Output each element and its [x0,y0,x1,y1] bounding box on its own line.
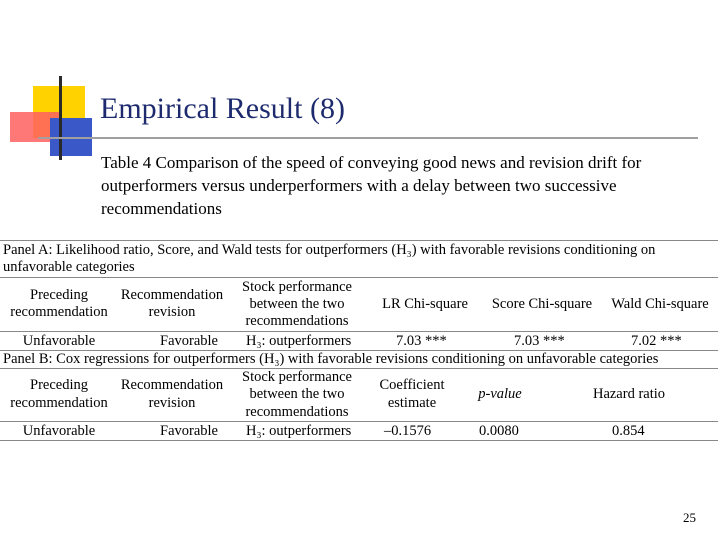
panel-a-title-line2: unfavorable categories [3,259,135,275]
header-revision-2: revision [148,395,196,411]
header-revision: Recommendation [120,287,224,303]
slide-title: Empirical Result (8) [100,92,345,125]
header-revision-2: revision [148,304,196,320]
header-hazard-ratio: Hazard ratio [592,386,666,402]
header-lr-chi-square: LR Chi-square [382,296,468,312]
header-stock-3: recommendations [245,404,349,420]
cell-stock: H₃: outperformers [246,423,352,439]
header-stock-2: between the two [249,386,345,402]
cell-coefficient: –0.1576 [384,423,432,439]
table-caption: Table 4 Comparison of the speed of conveying good news and revision drift for outperformers versus underperformers with a delay between two successive recommendations [101,153,642,218]
cell-stock: H₃: outperformers [246,333,352,349]
header-stock: Stock performance [242,279,352,295]
panel-a-title-line1: Panel A: Likelihood ratio, Score, and Wald tests for outperformers (H₃) with favorable revisions conditioning on [3,242,656,258]
header-stock: Stock performance [242,369,352,385]
cell-preceding: Unfavorable [22,423,96,439]
header-preceding: Preceding [30,287,88,303]
panel-a-title-rule [0,277,718,278]
cell-preceding: Unfavorable [22,333,96,349]
cell-lr-chi-square: 7.03 *** [396,333,447,349]
cell-revision: Favorable [160,423,218,439]
cell-p-value: 0.0080 [479,423,519,439]
header-preceding-2: recommendation [10,395,108,411]
title-underline [38,137,698,139]
header-wald-chi-square: Wald Chi-square [611,296,709,312]
header-stock-3: recommendations [245,313,349,329]
cell-wald-chi-square: 7.02 *** [631,333,682,349]
header-coefficient-2: estimate [387,395,437,411]
header-preceding: Preceding [30,377,88,393]
panel-b-title: Panel B: Cox regressions for outperformers (H₃) with favorable revisions conditioning on unfavorable categories [3,351,659,367]
header-coefficient: Coefficient [379,377,445,393]
cell-revision: Favorable [160,333,218,349]
header-score-chi-square: Score Chi-square [491,296,593,312]
header-revision: Recommendation [120,377,224,393]
header-p-value: p-value [478,386,522,402]
panel-a-header-rule [0,331,718,332]
header-stock-2: between the two [249,296,345,312]
cell-hazard-ratio: 0.854 [612,423,645,439]
panel-b-header-rule [0,421,718,422]
table-bottom-rule [0,440,718,441]
table-top-rule [0,240,718,241]
cell-score-chi-square: 7.03 *** [514,333,565,349]
header-preceding-2: recommendation [10,304,108,320]
decor-vertical-line [59,76,62,160]
page-number: 25 [683,510,696,525]
